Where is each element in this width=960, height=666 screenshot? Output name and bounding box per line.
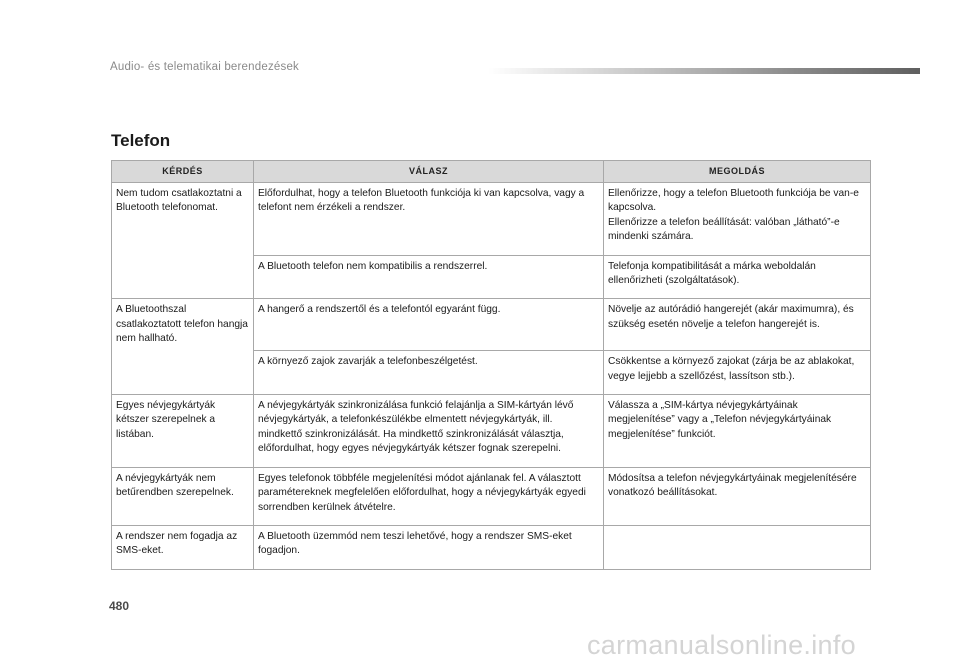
solution-cell: Válassza a „SIM-kártya névjegykártyáinak megjelenítése” vagy a „Telefon névjegykártyáinak megjelenítése” funkciót. [604,395,871,468]
answer-cell: A Bluetooth telefon nem kompatibilis a rendszerrel. [254,255,604,299]
column-header-question: KÉRDÉS [112,161,254,183]
answer-cell: A hangerő a rendszertől és a telefontól egyaránt függ. [254,299,604,351]
solution-cell: Módosítsa a telefon névjegykártyáinak megjelenítésére vonatkozó beállításokat. [604,467,871,525]
solution-cell: Csökkentse a környező zajokat (zárja be az ablakokat, vegye lejjebb a szellőzést, lassítson stb.). [604,351,871,395]
answer-cell: Előfordulhat, hogy a telefon Bluetooth funkciója ki van kapcsolva, vagy a telefont nem érzékeli a rendszer. [254,183,604,256]
solution-cell: Növelje az autórádió hangerejét (akár maximumra), és szükség esetén növelje a telefon hangerejét is. [604,299,871,351]
table-row [112,467,871,525]
answer-cell: Egyes telefonok többféle megjelenítési módot ajánlanak fel. A választott paramétereknek megfelelően előfordulhat, hogy a névjegykártyák egyedi sorrendben kerülnek átvételre. [254,467,604,525]
solution-cell [604,525,871,569]
question-cell: A Bluetoothszal csatlakoztatott telefon hangja nem hallható. [112,299,254,395]
solution-cell: Ellenőrizze, hogy a telefon Bluetooth funkciója be van-e kapcsolva. Ellenőrizze a telefon beállítását: valóban „látható”-e mindenki számára. [604,183,871,256]
question-cell: A rendszer nem fogadja az SMS-eket. [112,525,254,569]
column-header-answer: VÁLASZ [254,161,604,183]
answer-cell: A környező zajok zavarják a telefonbeszélgetést. [254,351,604,395]
solution-cell: Telefonja kompatibilitását a márka weboldalán ellenőrizheti (szolgáltatások). [604,255,871,299]
section-header: Audio- és telematikai berendezések [110,61,299,73]
page-title: Telefon [111,131,171,150]
answer-cell: A névjegykártyák szinkronizálása funkció felajánlja a SIM-kártyán lévő névjegykártyák, a telefonkészülékbe elmentett névjegykártyák, ill. mindkettő szinkronizálását. Ha mindkettő szinkronizálását választja, előfordulhat, hogy egyes névjegykártyák kétszer fognak szerepelni. [254,395,604,468]
column-header-solution: MEGOLDÁS [604,161,871,183]
page-number: 480 [109,599,130,613]
question-cell: A névjegykártyák nem betűrendben szerepelnek. [112,467,254,525]
header-gradient-bar [488,68,920,74]
table-row [112,299,871,351]
table-row [112,525,871,569]
table-row [112,395,871,468]
question-cell: Egyes névjegykártyák kétszer szerepelnek a listában. [112,395,254,468]
question-cell: Nem tudom csatlakoztatni a Bluetooth telefonomat. [112,183,254,299]
table-header-row [112,161,871,183]
table-row [112,183,871,256]
troubleshooting-table [111,160,871,570]
watermark-text: carmanualsonline.info [587,630,856,660]
answer-cell: A Bluetooth üzemmód nem teszi lehetővé, hogy a rendszer SMS-eket fogadjon. [254,525,604,569]
